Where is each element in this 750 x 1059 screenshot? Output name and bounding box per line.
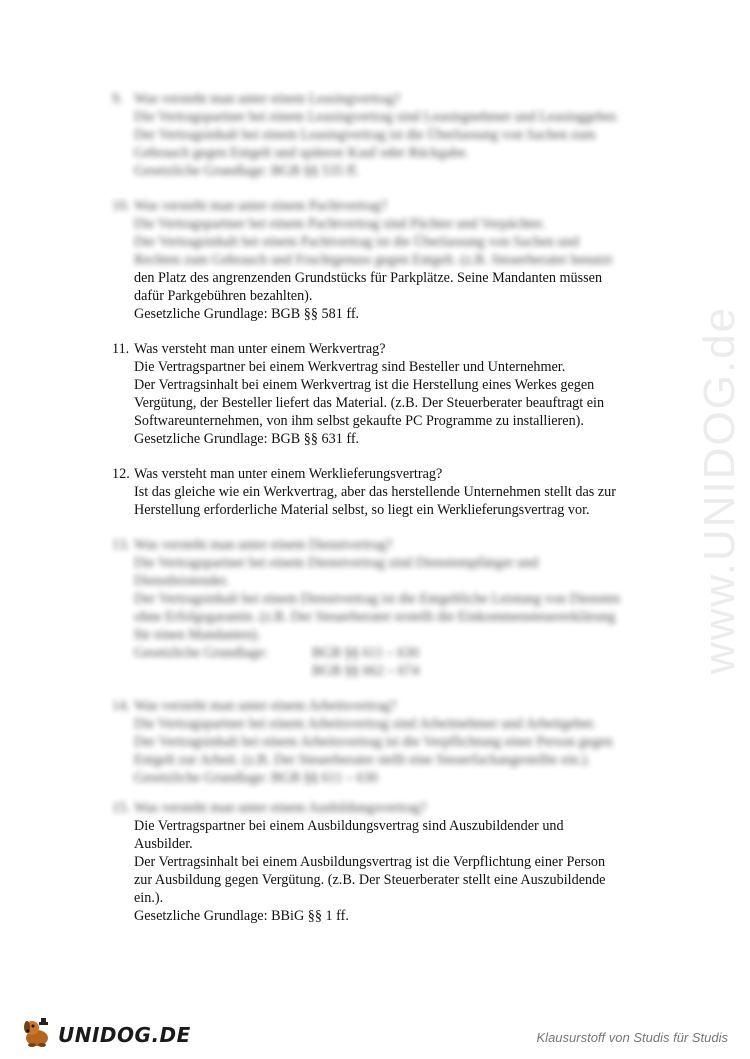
answer-line: Der Vertragsinhalt bei einem Arbeitsvertrag ist die Verpflichtung einer Person gegen <box>134 734 613 750</box>
answer-line: Dienstleistender. <box>134 573 229 589</box>
answer-line: Gebrauch gegen Entgelt und späterer Kauf oder Rückgabe. <box>134 145 469 161</box>
answer-line: Ausbilder. <box>134 836 193 852</box>
question-number: 11. <box>112 341 130 357</box>
answer-line: zur Ausbildung gegen Vergütung. (z.B. Der Steuerberater stellt eine Auszubildende <box>134 872 606 888</box>
legal-basis-label: Gesetzliche Grundlage: <box>134 645 268 661</box>
question-text: Was versteht man unter einem Werklieferungsvertrag? <box>134 466 443 482</box>
question-list <box>112 90 662 942</box>
answer-line: für einen Mandanten). <box>134 627 261 643</box>
question-text: Was versteht man unter einem Dienstvertrag? <box>134 537 393 553</box>
answer-line: dafür Parkgebühren bezahlten). <box>134 288 313 304</box>
legal-basis-row <box>134 662 662 680</box>
question-text: Was versteht man unter einem Arbeitsvertrag? <box>134 698 397 714</box>
question-item-13 <box>112 536 662 680</box>
dog-mascot-icon <box>20 1016 54 1055</box>
legal-basis-row <box>134 644 662 662</box>
answer-line: Gesetzliche Grundlage: BGB §§ 535 ff. <box>134 163 360 179</box>
answer-line: Ist das gleiche wie ein Werkvertrag, aber das herstellende Unternehmen stellt das zur <box>134 484 616 500</box>
question-item-15 <box>112 799 662 925</box>
answer-line: Die Vertragspartner bei einem Ausbildungsvertrag sind Auszubildender und <box>134 818 564 834</box>
answer-text <box>112 817 662 925</box>
unidog-logo[interactable] <box>20 1018 191 1052</box>
answer-line: Gesetzliche Grundlage: BGB §§ 631 ff. <box>134 431 360 447</box>
footer-tagline: Klausurstoff von Studis für Studis <box>536 1030 728 1045</box>
legal-basis-ref: BGB §§ 662 – 674 <box>312 663 420 679</box>
answer-line: Der Vertragsinhalt bei einem Ausbildungsvertrag ist die Verpflichtung einer Person <box>134 854 606 870</box>
answer-line: Der Vertragsinhalt bei einem Werkvertrag ist die Herstellung eines Werkes gegen <box>134 377 595 393</box>
question-number: 13. <box>112 537 130 553</box>
question-text: Was versteht man unter einem Leasingvertrag? <box>134 91 401 107</box>
answer-line: Der Vertragsinhalt bei einem Dienstvertrag ist die Entgeltliche Leistung von Diensten <box>134 591 620 607</box>
answer-line: Softwareunternehmen, von ihm selbst gekaufte PC Programme zu installieren). <box>134 413 584 429</box>
question-number: 10. <box>112 198 130 214</box>
answer-line: Gesetzliche Grundlage: BBiG §§ 1 ff. <box>134 908 349 924</box>
answer-line: Der Vertragsinhalt bei einem Leasingvertrag ist die Überlassung von Sachen zum <box>134 127 596 143</box>
answer-line: Gesetzliche Grundlage: BGB §§ 611 – 630 <box>134 770 378 786</box>
answer-line: Herstellung erforderliche Material selbst, so liegt ein Werklieferungsvertrag vor. <box>134 502 590 518</box>
answer-line: Entgelt zur Arbeit. (z.B. Der Steuerberater stellt eine Steuerfachangestellte ein.). <box>134 752 591 768</box>
answer-line: Die Vertragspartner bei einem Werkvertrag sind Besteller und Unternehmer. <box>134 359 566 375</box>
question-item-10 <box>112 197 662 323</box>
legal-basis-ref: BGB §§ 611 – 630 <box>312 645 419 661</box>
question-number: 14. <box>112 698 130 714</box>
answer-text <box>112 554 662 680</box>
watermark-text: www.UNIDOG.de <box>695 305 745 675</box>
answer-line: Die Vertragspartner bei einem Arbeitsvertrag sind Arbeitnehmer und Arbeitgeber. <box>134 716 596 732</box>
answer-line: Gesetzliche Grundlage: BGB §§ 581 ff. <box>134 306 360 322</box>
answer-line: den Platz des angrenzenden Grundstücks für Parkplätze. Seine Mandanten müssen <box>134 270 603 286</box>
logo-text: UNIDOG.DE <box>58 1023 191 1047</box>
question-item-9 <box>112 90 662 180</box>
watermark <box>650 260 750 720</box>
answer-line-blurred: Rechten zum Gebrauch und Fruchtgenuss gegen Entgelt. (z.B. Steuerberater benutzt <box>134 252 613 268</box>
question-number: 15. <box>112 800 130 816</box>
answer-text <box>112 108 662 180</box>
question-item-14 <box>112 697 662 787</box>
question-item-11 <box>112 340 662 448</box>
question-text: Was versteht man unter einem Pachtvertrag? <box>134 198 387 214</box>
question-item-12 <box>112 465 662 519</box>
question-number: 12. <box>112 466 130 482</box>
answer-line-blurred: Der Vertragsinhalt bei einem Pachtvertrag ist die Überlassung von Sachen und <box>134 234 579 250</box>
question-text: Was versteht man unter einem Ausbildungsvertrag? <box>134 800 427 816</box>
answer-line: Die Vertragspartner bei einem Leasingvertrag sind Leasingnehmer und Leasinggeber. <box>134 109 619 125</box>
answer-line: Vergütung, der Besteller liefert das Material. (z.B. Der Steuerberater beauftragt ein <box>134 395 605 411</box>
answer-line: ohne Erfolgsgarantie. (z.B. Der Steuerberater erstellt die Einkommensteuererklärung <box>134 609 616 625</box>
answer-text <box>112 483 662 519</box>
answer-text <box>112 358 662 448</box>
question-text: Was versteht man unter einem Werkvertrag? <box>134 341 386 357</box>
answer-text <box>112 215 662 323</box>
answer-line: Die Vertragspartner bei einem Dienstvertrag sind Dienstempfänger und <box>134 555 539 571</box>
answer-text <box>112 715 662 787</box>
question-number: 9. <box>112 91 123 107</box>
answer-line: ein.). <box>134 890 164 906</box>
answer-line-blurred: Die Vertragspartner bei einem Pachtvertrag sind Pächter und Verpächter. <box>134 216 546 232</box>
